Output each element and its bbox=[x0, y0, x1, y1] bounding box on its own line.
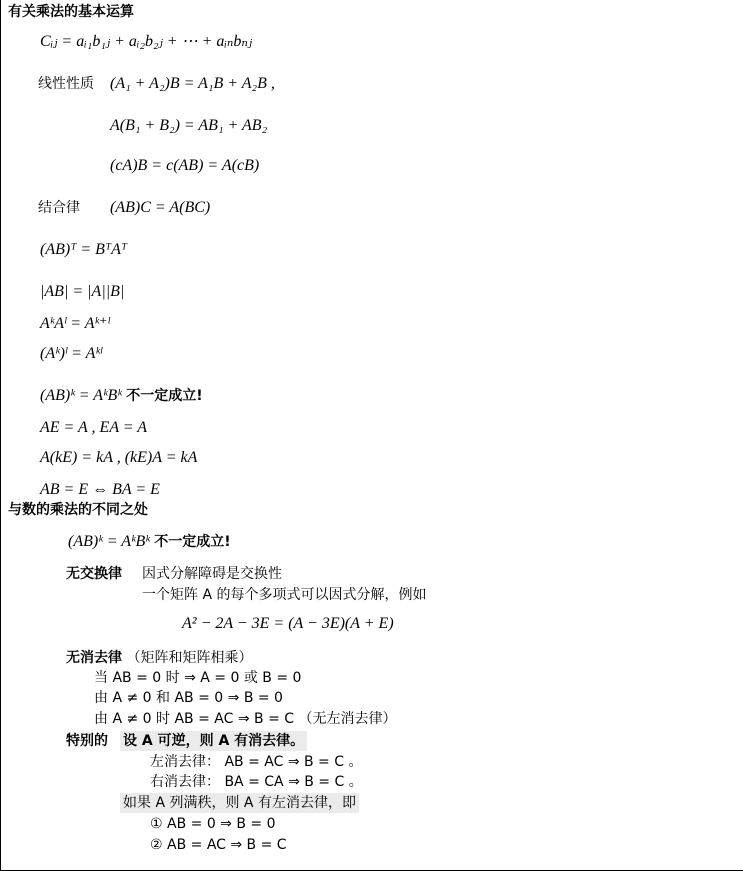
formula-inverse: AB = E ⇔ BA = E bbox=[40, 481, 160, 498]
rule-text: 左消去律： AB = AC ⇒ B = C 。 bbox=[150, 754, 363, 770]
rule-label: 无交换律 bbox=[66, 566, 122, 582]
property-label: 线性性质 bbox=[38, 76, 94, 92]
formula-row bbox=[68, 532, 231, 552]
rule-text: 右消去律： BA = CA ⇒ B = C 。 bbox=[150, 774, 363, 790]
section-heading: 与数的乘法的不同之处 bbox=[8, 502, 148, 518]
formula-scalar-identity: A(kE) = kA , (kE)A = kA bbox=[40, 449, 198, 466]
formula-identity: AE = A , EA = A bbox=[40, 419, 148, 436]
formula-row bbox=[40, 386, 203, 406]
highlighted-statement: 如果 A 列满秩，则 A 有左消去律，即 bbox=[120, 793, 359, 813]
formula-power-power: (Aᵏ)ˡ = Aᵏˡ bbox=[40, 345, 103, 362]
formula-product-entry: Cᵢⱼ = aᵢ₁b₁ⱼ + aᵢ₂b₂ⱼ + ⋯ + aᵢₙbₙⱼ bbox=[40, 33, 253, 50]
highlighted-statement: 设 A 可逆，则 A 有消去律。 bbox=[120, 731, 307, 751]
warning-note: 不一定成立! bbox=[126, 388, 203, 404]
rule-text: 因式分解障碍是交换性 bbox=[142, 566, 282, 582]
property-label: 结合律 bbox=[38, 200, 80, 216]
formula-factorization: A² − 2A − 3E = (A − 3E)(A + E) bbox=[182, 615, 394, 632]
formula-determinant: |AB| = |A||B| bbox=[40, 283, 125, 300]
formula-linearity-3: (cA)B = c(AB) = A(cB) bbox=[110, 157, 260, 174]
formula-transpose: (AB)ᵀ = BᵀAᵀ bbox=[40, 241, 128, 258]
rule-text: （矩阵和矩阵相乘） bbox=[126, 650, 253, 666]
rule-label: 特别的 bbox=[66, 733, 108, 749]
formula-power-sum: AᵏAˡ = Aᵏ⁺ˡ bbox=[40, 315, 110, 332]
rule-text: 由 A ≠ 0 和 AB = 0 ⇒ B = 0 bbox=[94, 690, 283, 706]
rule-text: 由 A ≠ 0 时 AB = AC ⇒ B = C （无左消去律） bbox=[94, 711, 397, 727]
formula-linearity-1: (A₁ + A₂)B = A₁B + A₂B , bbox=[110, 75, 275, 92]
rule-text: 当 AB = 0 时 ⇒ A = 0 或 B = 0 bbox=[94, 670, 302, 686]
rule-row bbox=[66, 648, 252, 668]
section-heading: 有关乘法的基本运算 bbox=[8, 4, 134, 20]
formula-power-product: (AB)ᵏ = AᵏBᵏ bbox=[40, 387, 122, 404]
left-border bbox=[0, 0, 1, 871]
warning-note: 不一定成立! bbox=[154, 534, 231, 550]
rule-text: ① AB = 0 ⇒ B = 0 bbox=[150, 816, 276, 832]
formula-associativity: (AB)C = A(BC) bbox=[110, 199, 211, 216]
rule-label: 无消去律 bbox=[66, 650, 122, 666]
formula-power-product: (AB)ᵏ = AᵏBᵏ bbox=[68, 533, 150, 550]
rule-text: 一个矩阵 A 的每个多项式可以因式分解，例如 bbox=[142, 587, 427, 603]
formula-linearity-2: A(B₁ + B₂) = AB₁ + AB₂ bbox=[110, 117, 268, 134]
rule-text: ② AB = AC ⇒ B = C bbox=[150, 837, 287, 853]
